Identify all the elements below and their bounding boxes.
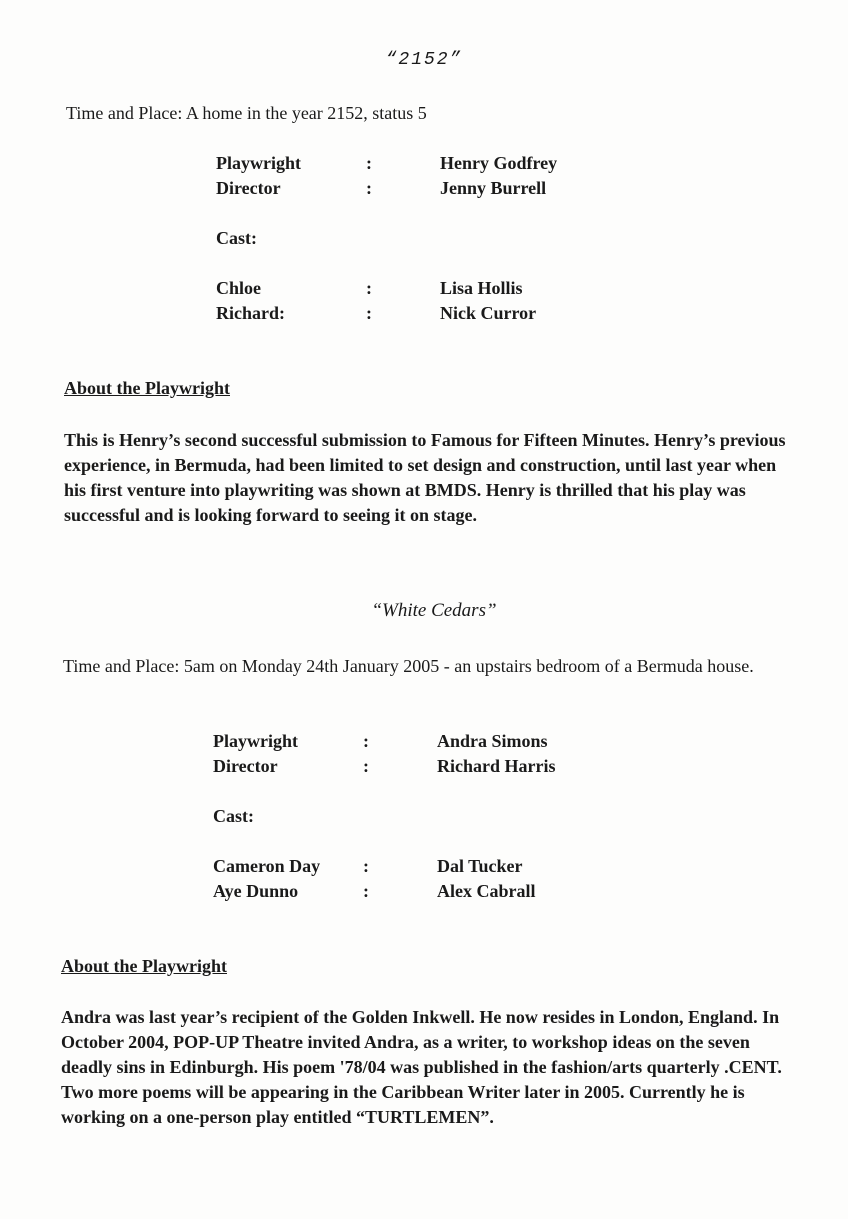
cast-role: Richard: [216, 303, 285, 323]
play2-about-text: Andra was last year’s recipient of the Golden Inkwell. He now resides in London, England. In October 2004, POP-UP Theatre invited Andra, as a writer, to workshop ideas on the seven deadly sins in Edinburgh. His poem '78/04 was published in the fashion/arts quarterly .CENT. Two more poems will be appearing in the Caribbean Writer later in 2005. Currently he is working on a one-person play entitled “TURTLEMEN”. [61, 1007, 782, 1127]
cast-separator: : [363, 881, 369, 901]
play1-about-heading: About the Playwright [64, 378, 230, 398]
cast-role: Cameron Day [213, 856, 321, 876]
credit-separator: : [366, 178, 372, 198]
cast-separator: : [363, 856, 369, 876]
credit-separator: : [363, 731, 369, 751]
credit-separator: : [363, 756, 369, 776]
credit-name: Henry Godfrey [440, 153, 558, 173]
cast-name: Alex Cabrall [437, 881, 536, 901]
play1-time-place: Time and Place: A home in the year 2152, status 5 [66, 103, 427, 123]
credit-name: Andra Simons [437, 731, 548, 751]
cast-separator: : [366, 278, 372, 298]
play1-about-text: This is Henry’s second successful submission to Famous for Fifteen Minutes. Henry’s previous experience, in Bermuda, had been limited to set design and construction, until last year when his first venture into playwriting was shown at BMDS. Henry is thrilled that his play was successful and is looking forward to seeing it on stage. [64, 430, 786, 525]
cast-name: Nick Curror [440, 303, 537, 323]
play2-about-heading: About the Playwright [61, 956, 227, 976]
credit-name: Jenny Burrell [440, 178, 547, 198]
play2-time-place: Time and Place: 5am on Monday 24th January 2005 - an upstairs bedroom of a Bermuda house. [63, 656, 754, 676]
play2-cast-label: Cast: [213, 806, 254, 826]
credit-separator: : [366, 153, 372, 173]
play1-title: “2152” [385, 50, 463, 70]
cast-name: Lisa Hollis [440, 278, 523, 298]
cast-name: Dal Tucker [437, 856, 523, 876]
credit-name: Richard Harris [437, 756, 556, 776]
credit-role: Playwright [216, 153, 301, 173]
credit-role: Director [216, 178, 281, 198]
credit-role: Playwright [213, 731, 298, 751]
cast-separator: : [366, 303, 372, 323]
cast-role: Chloe [216, 278, 261, 298]
play1-cast-label: Cast: [216, 228, 257, 248]
cast-role: Aye Dunno [213, 881, 299, 901]
play2-title: “White Cedars” [371, 600, 497, 621]
credit-role: Director [213, 756, 278, 776]
